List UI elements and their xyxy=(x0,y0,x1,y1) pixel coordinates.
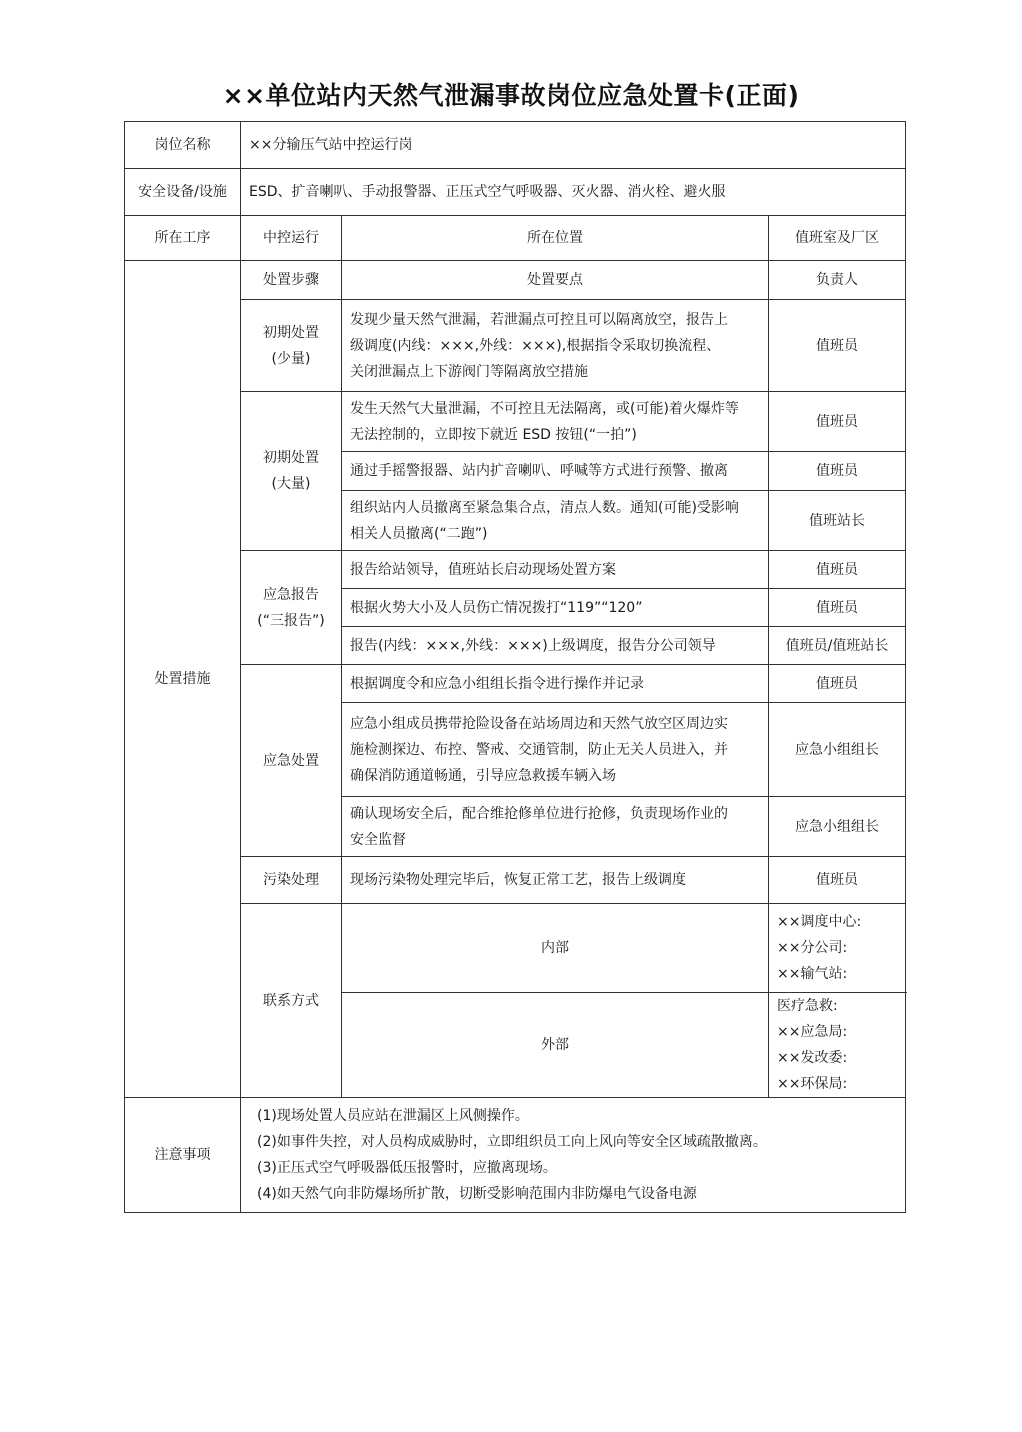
owner-cell: 应急小组组长 xyxy=(769,797,906,857)
process-row xyxy=(125,216,906,261)
contacts-internal-row xyxy=(125,904,906,993)
safety-label: 安全设备/设施 xyxy=(125,169,241,216)
owner-header: 负责人 xyxy=(769,261,906,300)
measures-label: 处置措施 xyxy=(125,261,241,1098)
owner-cell: 值班员 xyxy=(769,857,906,904)
point-text: 通过手摇警报器、站内扩音喇叭、呼喊等方式进行预警、撤离 xyxy=(342,452,769,491)
step-initial-large: 初期处置 (大量) xyxy=(241,392,342,551)
owner-cell: 值班员 xyxy=(769,300,906,392)
owner-cell: 值班员 xyxy=(769,392,906,452)
point-text: 组织站内人员撤离至紧急集合点，清点人数。通知(可能)受影响 相关人员撤离(“二跑”) xyxy=(342,491,769,551)
point-text: 现场污染物处理完毕后，恢复正常工艺，报告上级调度 xyxy=(342,857,769,904)
table-row xyxy=(125,857,906,904)
safety-row xyxy=(125,169,906,216)
contacts-external-list: 医疗急救: ××应急局:××发改委:××环保局: xyxy=(769,993,906,1098)
point-text: 报告给站领导，值班站长启动现场处置方案 xyxy=(342,551,769,589)
post-label: 岗位名称 xyxy=(125,122,241,169)
notes-label: 注意事项 xyxy=(125,1098,241,1213)
point-text: 发生天然气大量泄漏，不可控且无法隔离，或(可能)着火爆炸等 无法控制的，立即按下就近 ESD 按钮(“一拍”) xyxy=(342,392,769,452)
owner-cell: 值班员/值班站长 xyxy=(769,627,906,665)
step-initial-small: 初期处置 (少量) xyxy=(241,300,342,392)
contacts-internal-list: ××调度中心: ××分公司: ××输气站: xyxy=(769,904,906,993)
post-value: ××分输压气站中控运行岗 xyxy=(241,122,906,169)
owner-cell: 值班员 xyxy=(769,551,906,589)
location-value: 值班室及厂区 xyxy=(769,216,906,261)
point-text: 根据火势大小及人员伤亡情况拨打“119”“120” xyxy=(342,589,769,627)
process-value: 中控运行 xyxy=(241,216,342,261)
table-row xyxy=(125,392,906,452)
table-row xyxy=(125,551,906,589)
notes-list: (1)现场处置人员应站在泄漏区上风侧操作。 (2)如事件失控，对人员构成威胁时，立即组织员工向上风向等安全区域疏散撤离。 (3)正压式空气呼吸器低压报警时，应撤离现场。 (4)如天然气向非防爆场所扩散，切断受影响范围内非防爆电气设备电源 xyxy=(241,1098,906,1213)
point-text: 报告(内线：×××,外线：×××)上级调度，报告分公司领导 xyxy=(342,627,769,665)
safety-value: ESD、扩音喇叭、手动报警器、正压式空气呼吸器、灭火器、消火栓、避火服 xyxy=(241,169,906,216)
contacts-label: 联系方式 xyxy=(241,904,342,1098)
step-pollution: 污染处理 xyxy=(241,857,342,904)
point-text: 发现少量天然气泄漏，若泄漏点可控且可以隔离放空，报告上 级调度(内线：×××,外线：×××),根据指令采取切换流程、 关闭泄漏点上下游阀门等隔离放空措施 xyxy=(342,300,769,392)
process-label: 所在工序 xyxy=(125,216,241,261)
points-header: 处置要点 xyxy=(342,261,769,300)
step-header: 处置步骤 xyxy=(241,261,342,300)
table-row xyxy=(125,665,906,703)
point-text: 应急小组成员携带抢险设备在站场周边和天然气放空区周边实 施检测探边、布控、警戒、交通管制，防止无关人员进入，并 确保消防通道畅通，引导应急救援车辆入场 xyxy=(342,703,769,797)
location-label: 所在位置 xyxy=(342,216,769,261)
post-row xyxy=(125,122,906,169)
measures-header-row xyxy=(125,261,906,300)
page-title: ××单位站内天然气泄漏事故岗位应急处置卡(正面) xyxy=(222,81,800,110)
notes-row xyxy=(125,1098,906,1213)
owner-cell: 应急小组组长 xyxy=(769,703,906,797)
table-row xyxy=(125,300,906,392)
point-text: 根据调度令和应急小组组长指令进行操作并记录 xyxy=(342,665,769,703)
step-emergency-report: 应急报告 (“三报告”) xyxy=(241,551,342,665)
owner-cell: 值班员 xyxy=(769,589,906,627)
contacts-internal-label: 内部 xyxy=(342,904,769,993)
owner-cell: 值班站长 xyxy=(769,491,906,551)
point-text: 确认现场安全后，配合维抢修单位进行抢修，负责现场作业的 安全监督 xyxy=(342,797,769,857)
emergency-card-table xyxy=(124,121,906,1213)
step-emergency-handling: 应急处置 xyxy=(241,665,342,857)
contacts-external-label: 外部 xyxy=(342,993,769,1098)
owner-cell: 值班员 xyxy=(769,452,906,491)
owner-cell: 值班员 xyxy=(769,665,906,703)
